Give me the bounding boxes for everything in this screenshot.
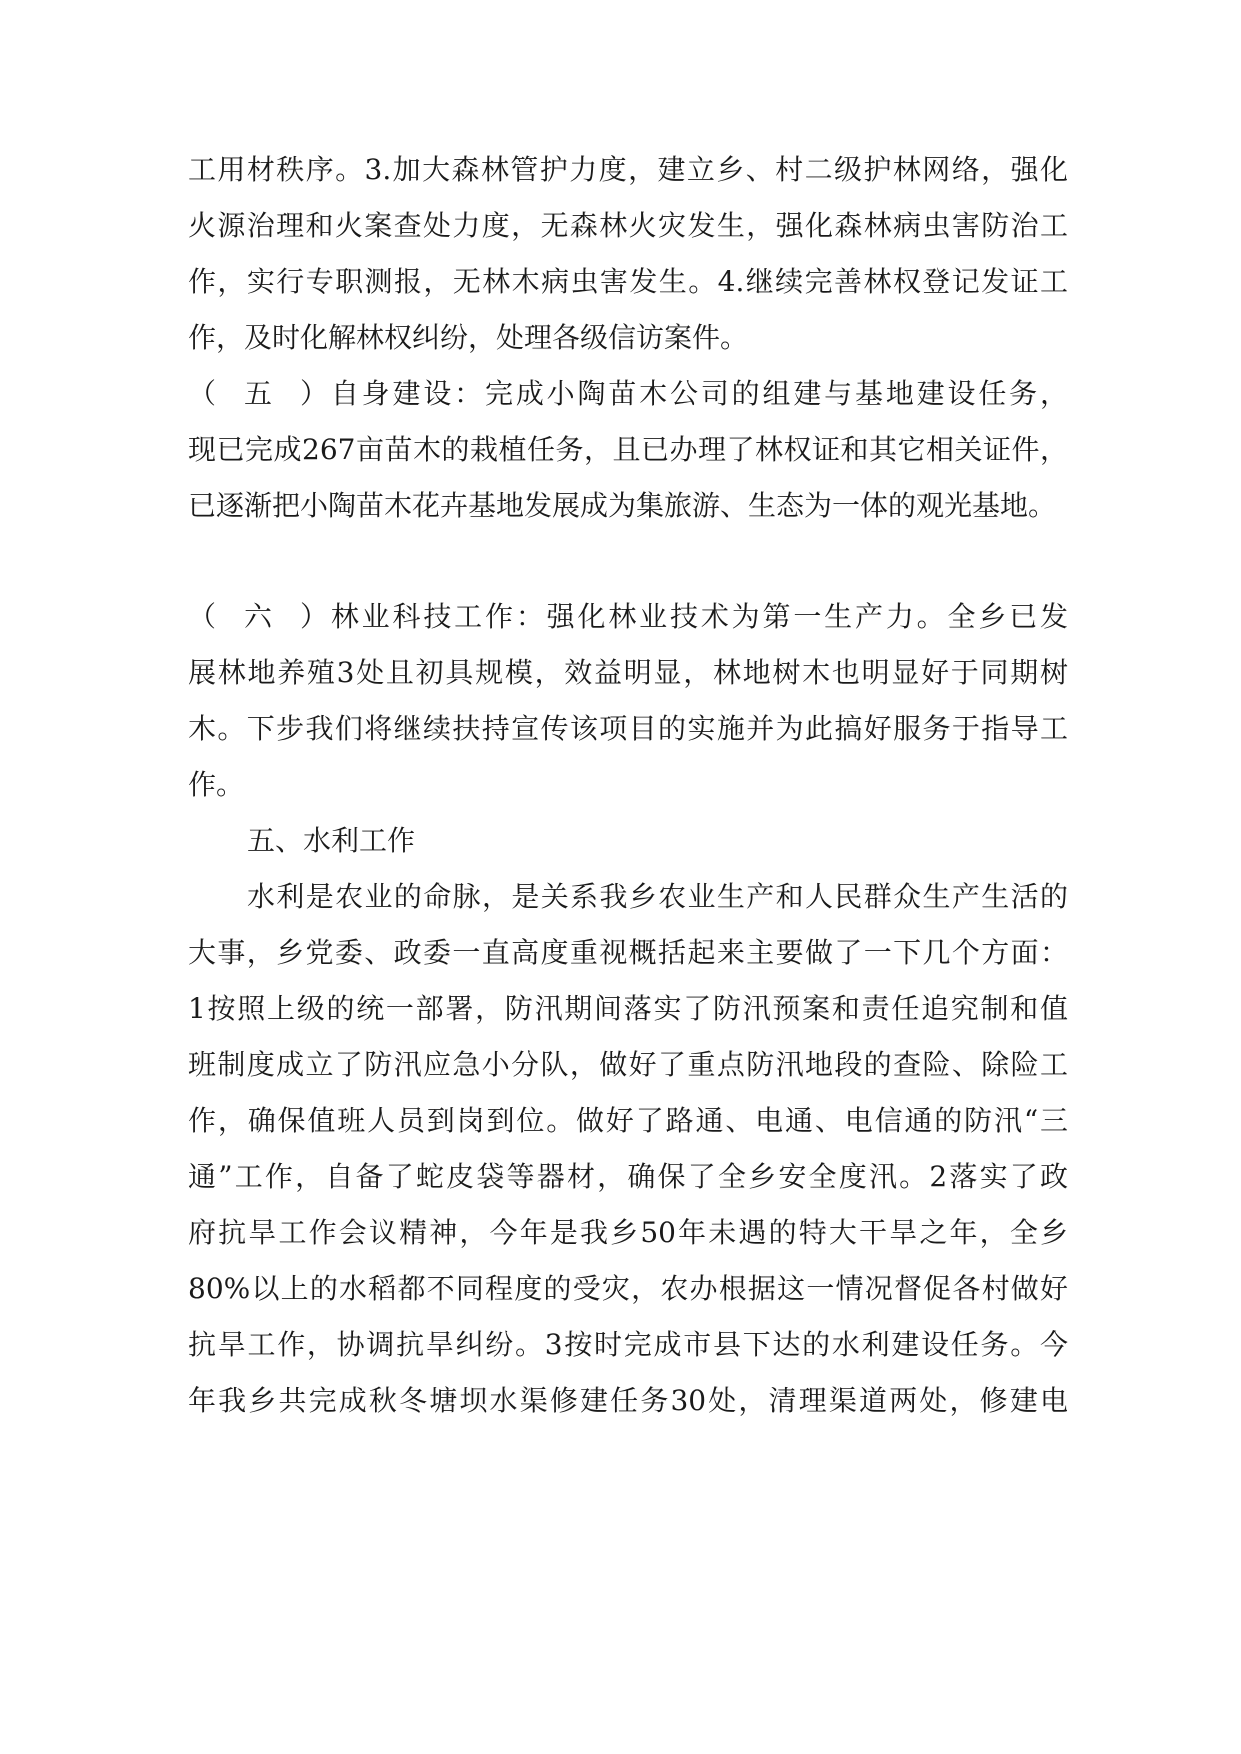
subsection-label: （五）: [188, 377, 328, 410]
paragraph-line: 工用材秩序。3.加大森林管护力度，建立乡、村二级护林网络，强化: [188, 153, 1068, 186]
paragraph-line: 府抗旱工作会议精神，今年是我乡50年未遇的特大干旱之年，全乡: [188, 1216, 1068, 1249]
paragraph-line: 作。: [188, 768, 245, 801]
paragraph-line: 作，及时化解林权纠纷，处理各级信访案件。: [188, 321, 749, 354]
paragraph-line: 展林地养殖3处且初具规模，效益明显，林地树木也明显好于同期树: [188, 656, 1068, 689]
subsection-text: 自身建设：完成小陶苗木公司的组建与基地建设任务，: [328, 377, 1068, 410]
section-heading: 五、水利工作: [247, 824, 416, 857]
paragraph-line: 班制度成立了防汛应急小分队，做好了重点防汛地段的查险、除险工: [188, 1048, 1068, 1081]
subsection-label: （六）: [188, 600, 328, 633]
paragraph-line: 年我乡共完成秋冬塘坝水渠修建任务30处，清理渠道两处，修建电: [188, 1384, 1068, 1417]
paragraph-line: 80%以上的水稻都不同程度的受灾，农办根据这一情况督促各村做好: [188, 1272, 1068, 1305]
paragraph-line: 火源治理和火案查处力度，无森林火灾发生，强化森林病虫害防治工: [188, 209, 1068, 242]
subsection-six-line: [188, 597, 1068, 637]
paragraph-line: 大事，乡党委、政委一直高度重视概括起来主要做了一下几个方面：: [188, 936, 1068, 969]
paragraph-line: 已逐渐把小陶苗木花卉基地发展成为集旅游、生态为一体的观光基地。: [188, 489, 1057, 522]
paragraph-line: 1按照上级的统一部署，防汛期间落实了防汛预案和责任追究制和值: [188, 992, 1068, 1025]
subsection-five-line: [188, 374, 1068, 414]
paragraph-line: 抗旱工作，协调抗旱纠纷。3按时完成市县下达的水利建设任务。今: [188, 1328, 1068, 1361]
paragraph-line: 现已完成267亩苗木的栽植任务，且已办理了林权证和其它相关证件，: [188, 433, 1068, 466]
paragraph-line: 作，确保值班人员到岗到位。做好了路通、电通、电信通的防汛“三: [188, 1104, 1068, 1137]
paragraph-line: 通”工作，自备了蛇皮袋等器材，确保了全乡安全度汛。2落实了政: [188, 1160, 1068, 1193]
paragraph-line: 作，实行专职测报，无林木病虫害发生。4.继续完善林权登记发证工: [188, 265, 1068, 298]
paragraph-line: 水利是农业的命脉，是关系我乡农业生产和人民群众生产生活的: [247, 880, 1068, 913]
paragraph-line: 木。下步我们将继续扶持宣传该项目的实施并为此搞好服务于指导工: [188, 712, 1068, 745]
subsection-text: 林业科技工作：强化林业技术为第一生产力。全乡已发: [328, 600, 1068, 633]
